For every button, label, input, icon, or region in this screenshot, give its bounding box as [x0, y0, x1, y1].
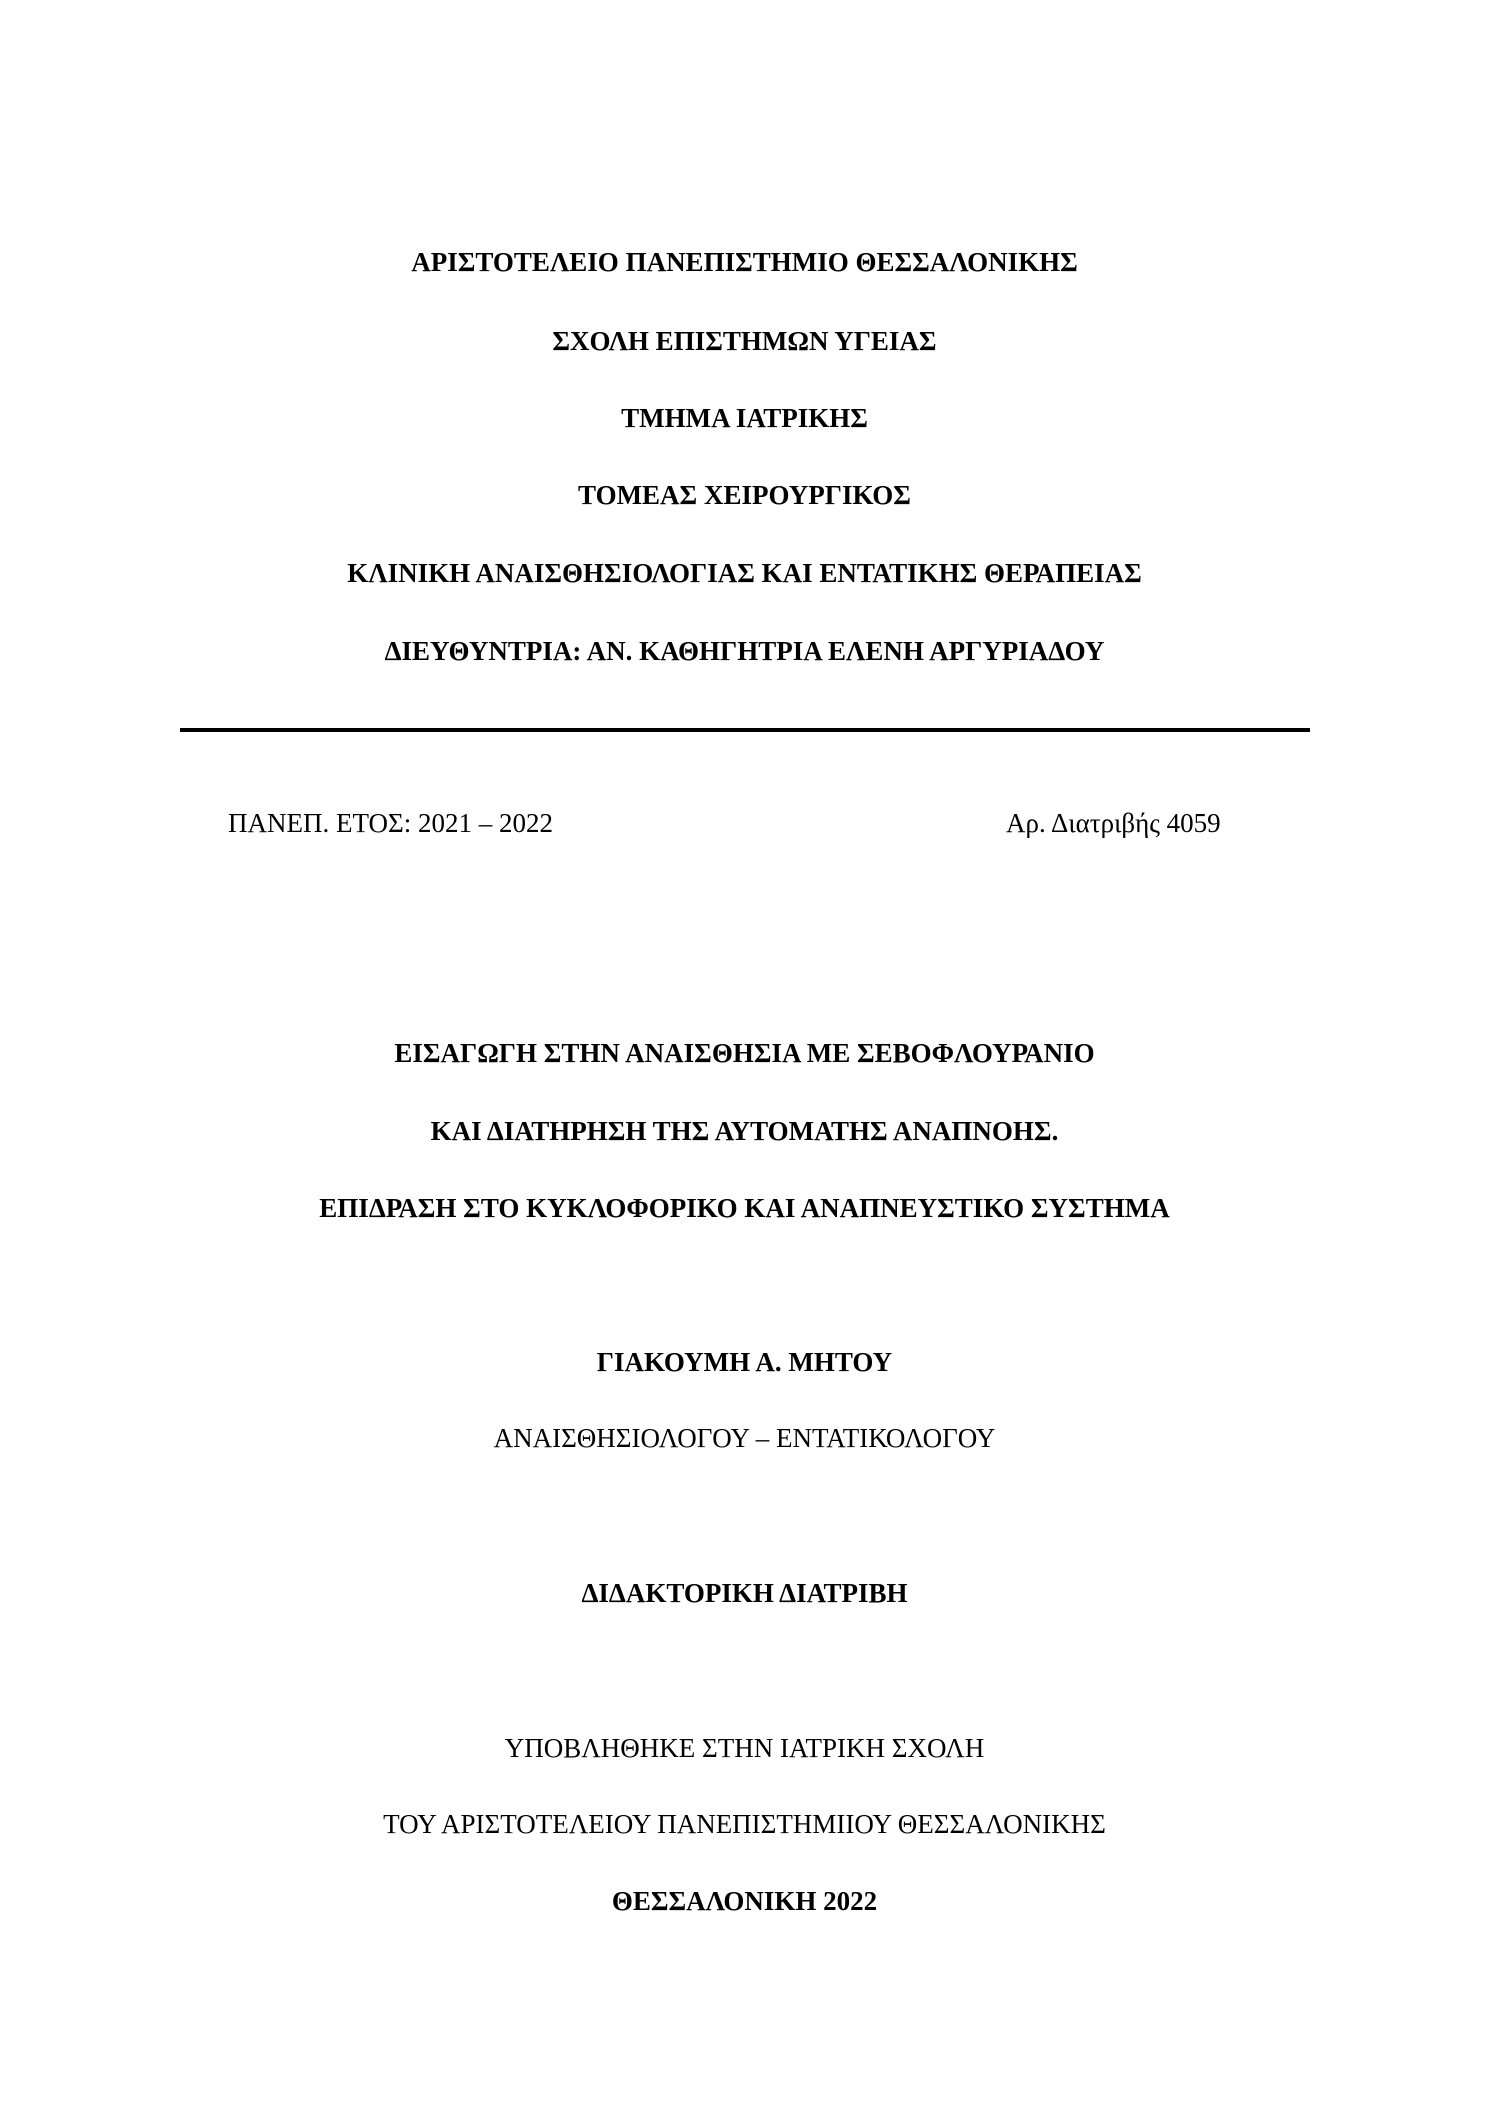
author-name: ΓΙΑΚΟΥΜΗ Α. ΜΗΤΟΥ [596, 1347, 893, 1377]
thesis-type: ΔΙΔΑΚΤΟΡΙΚΗ ΔΙΑΤΡΙΒΗ [581, 1578, 908, 1608]
thesis-number: Αρ. Διατριβής 4059 [1006, 808, 1221, 838]
thesis-title-line-3: ΕΠΙΔΡΑΣΗ ΣΤΟ ΚΥΚΛΟΦΟΡΙΚΟ ΚΑΙ ΑΝΑΠΝΕΥΣΤΙΚΟ ΣΥΣΤΗΜΑ [319, 1193, 1170, 1223]
thesis-title-line-2: ΚΑΙ ΔΙΑΤΗΡΗΣΗ ΤΗΣ ΑΥΤΟΜΑΤΗΣ ΑΝΑΠΝΟΗΣ. [430, 1116, 1059, 1146]
school-heading: ΣΧΟΛΗ ΕΠΙΣΤΗΜΩΝ ΥΓΕΙΑΣ [552, 326, 937, 356]
submission-line-1: ΥΠΟΒΛΗΘΗΚΕ ΣΤΗΝ ΙΑΤΡΙΚΗ ΣΧΟΛΗ [504, 1733, 985, 1763]
university-heading: ΑΡΙΣΤΟΤΕΛΕΙΟ ΠΑΝΕΠΙΣΤΗΜΙΟ ΘΕΣΣΑΛΟΝΙΚΗΣ [411, 247, 1078, 277]
place-and-year: ΘΕΣΣΑΛΟΝΙΚΗ 2022 [611, 1886, 878, 1916]
author-role: ΑΝΑΙΣΘΗΣΙΟΛΟΓΟΥ – ΕΝΤΑΤΙΚΟΛΟΓΟΥ [493, 1423, 996, 1453]
sector-heading: ΤΟΜΕΑΣ ΧΕΙΡΟΥΡΓΙΚΟΣ [578, 480, 911, 510]
submission-line-2: ΤΟΥ ΑΡΙΣΤΟΤΕΛΕΙΟΥ ΠΑΝΕΠΙΣΤΗΜΙΙΟΥ ΘΕΣΣΑΛΟΝΙΚΗΣ [383, 1809, 1106, 1839]
director-heading: ΔΙΕΥΘΥΝΤΡΙΑ: ΑΝ. ΚΑΘΗΓΗΤΡΙΑ ΕΛΕΝΗ ΑΡΓΥΡΙΑΔΟΥ [384, 636, 1105, 666]
academic-year: ΠΑΝΕΠ. ΕΤΟΣ: 2021 – 2022 [228, 808, 553, 838]
clinic-heading: ΚΛΙΝΙΚΗ ΑΝΑΙΣΘΗΣΙΟΛΟΓΙΑΣ ΚΑΙ ΕΝΤΑΤΙΚΗΣ ΘΕΡΑΠΕΙΑΣ [347, 558, 1142, 588]
department-heading: ΤΜΗΜΑ ΙΑΤΡΙΚΗΣ [621, 403, 868, 433]
horizontal-divider [180, 728, 1310, 732]
thesis-title-line-1: ΕΙΣΑΓΩΓΗ ΣΤΗΝ ΑΝΑΙΣΘΗΣΙΑ ΜΕ ΣΕΒΟΦΛΟΥΡΑΝΙΟ [394, 1038, 1095, 1068]
